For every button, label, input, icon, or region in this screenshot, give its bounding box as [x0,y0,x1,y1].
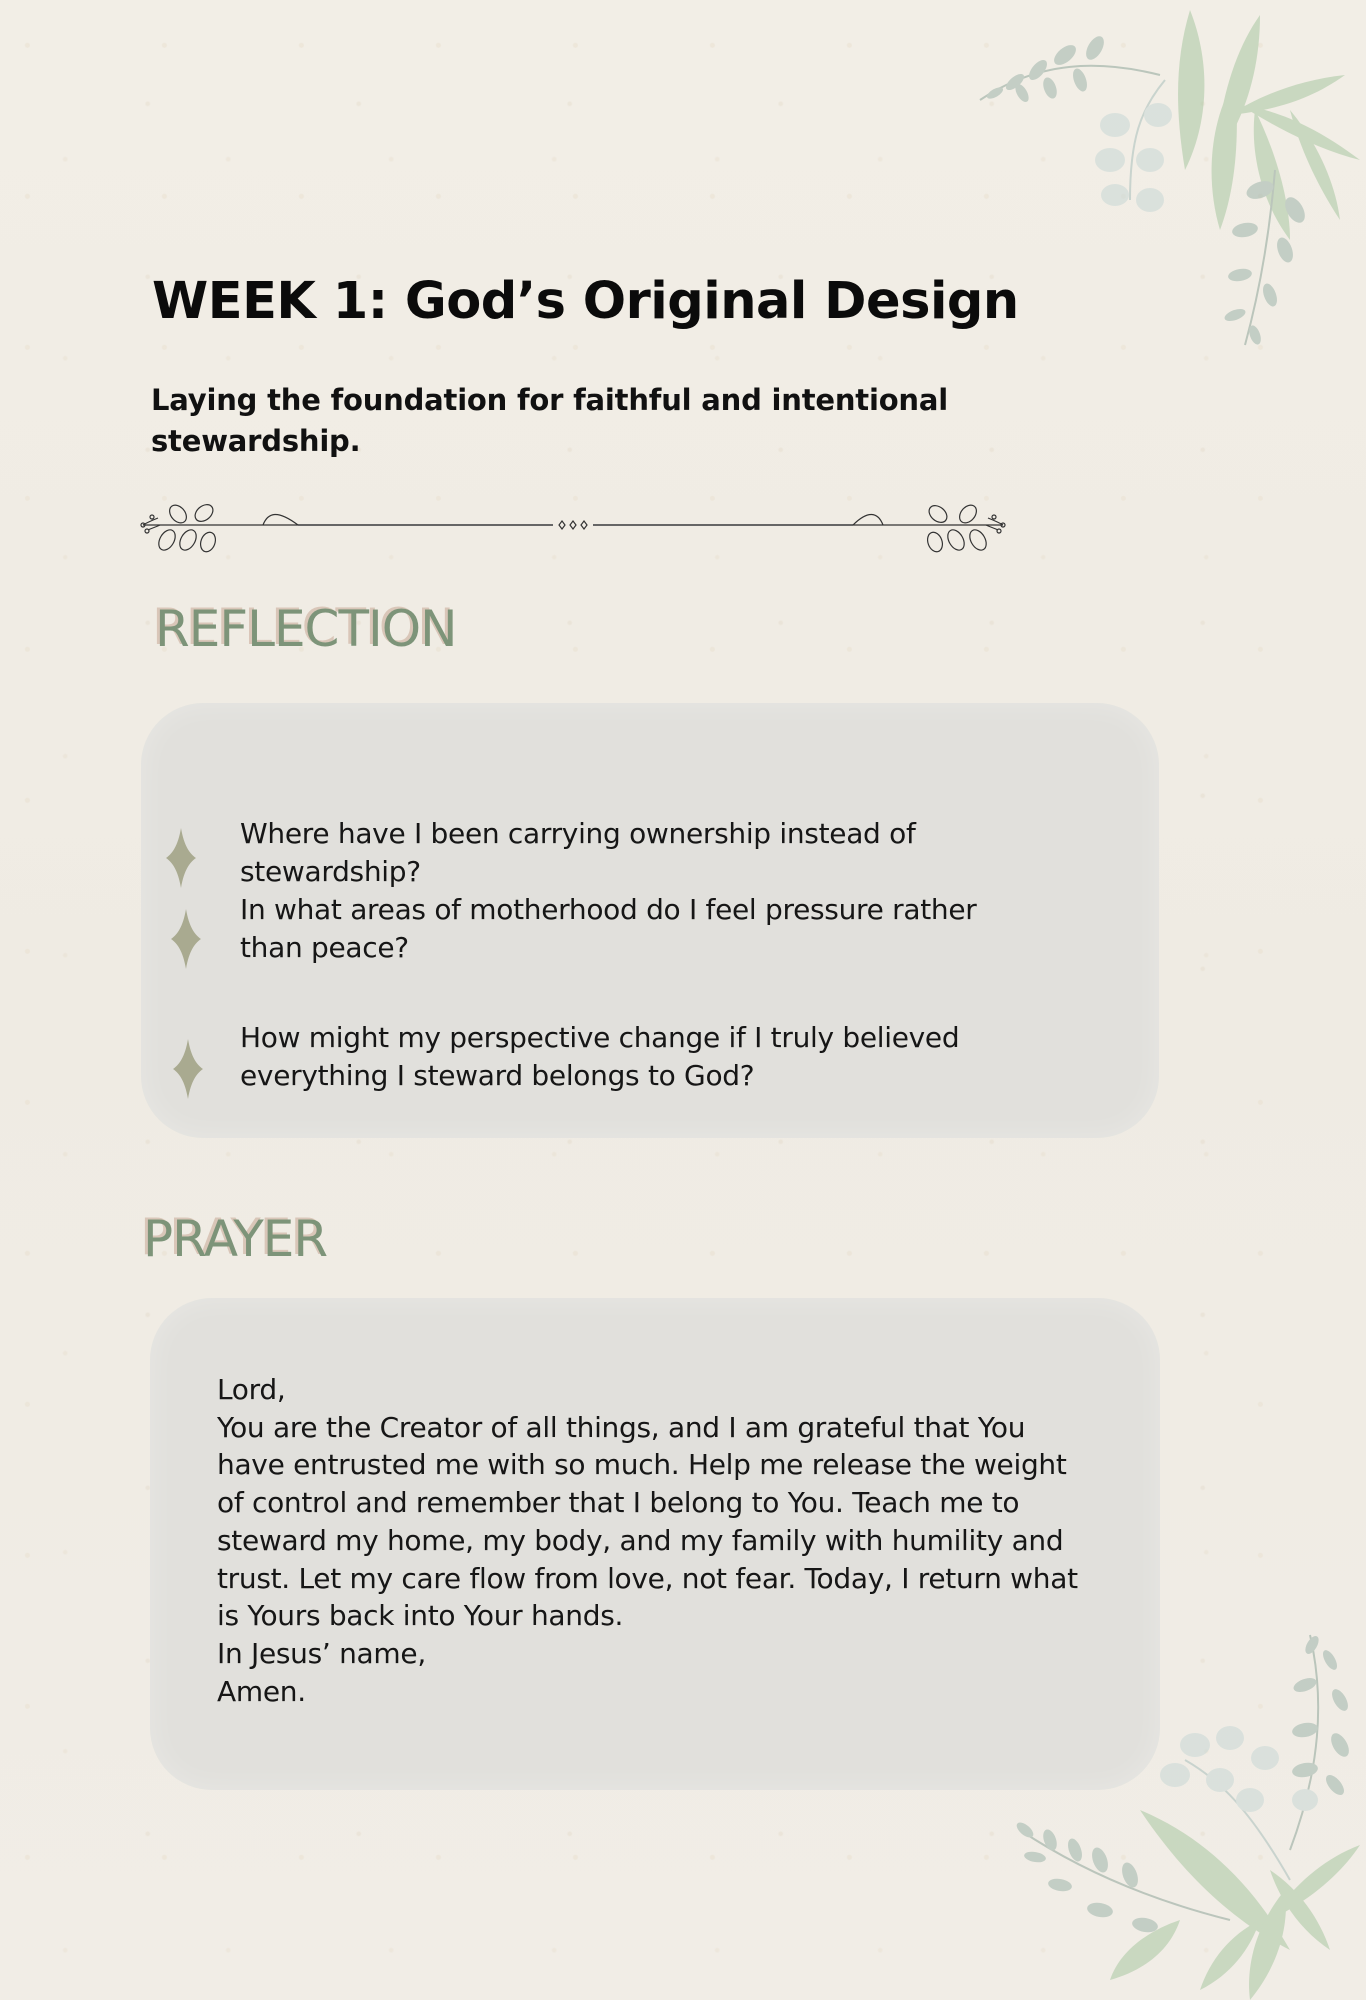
prayer-line: You are the Creator of all things, and I am grateful that You [217,1410,1026,1444]
page-subtitle: Laying the foundation for faithful and intentional stewardship. [151,383,948,458]
reflection-heading: REFLECTION [155,600,457,658]
question-line: Where have I been carrying ownership instead of [240,817,916,850]
prayer-line: Lord, [217,1373,286,1406]
prayer-line: of control and remember that I belong to You. Teach me to [217,1486,1020,1520]
prayer-line: is Yours back into Your hands. [217,1599,624,1633]
prayer-line: In Jesus’ name, [217,1636,426,1670]
prayer-line: trust. Let my care flow from love, not fear. Today, I return what [217,1561,1078,1595]
floral-divider-icon [138,500,1008,560]
prayer-heading: PRAYER [143,1210,328,1268]
prayer-line: Amen. [217,1674,306,1708]
diamond-bullet-icon [171,909,201,969]
question-line: In what areas of motherhood do I feel pressure rather [240,893,977,926]
question-line: stewardship? [240,855,421,888]
question-line: than peace? [240,931,409,964]
page-title: WEEK 1: God’s Original Design [152,272,1019,331]
question-line: How might my perspective change if I truly believed [240,1021,960,1054]
reflection-card [141,703,1159,1138]
prayer-line: steward my home, my body, and my family with humility and [217,1523,1064,1557]
leaf-corner-top-right-icon [960,0,1366,360]
diamond-bullet-icon [173,1039,203,1099]
leaf-corner-bottom-right-icon [1000,1620,1366,2000]
question-line: everything I steward belongs to God? [240,1059,755,1092]
prayer-line: have entrusted me with so much. Help me release the weight [217,1448,1067,1482]
prayer-text [217,1371,1117,1710]
diamond-bullet-icon [166,828,196,888]
